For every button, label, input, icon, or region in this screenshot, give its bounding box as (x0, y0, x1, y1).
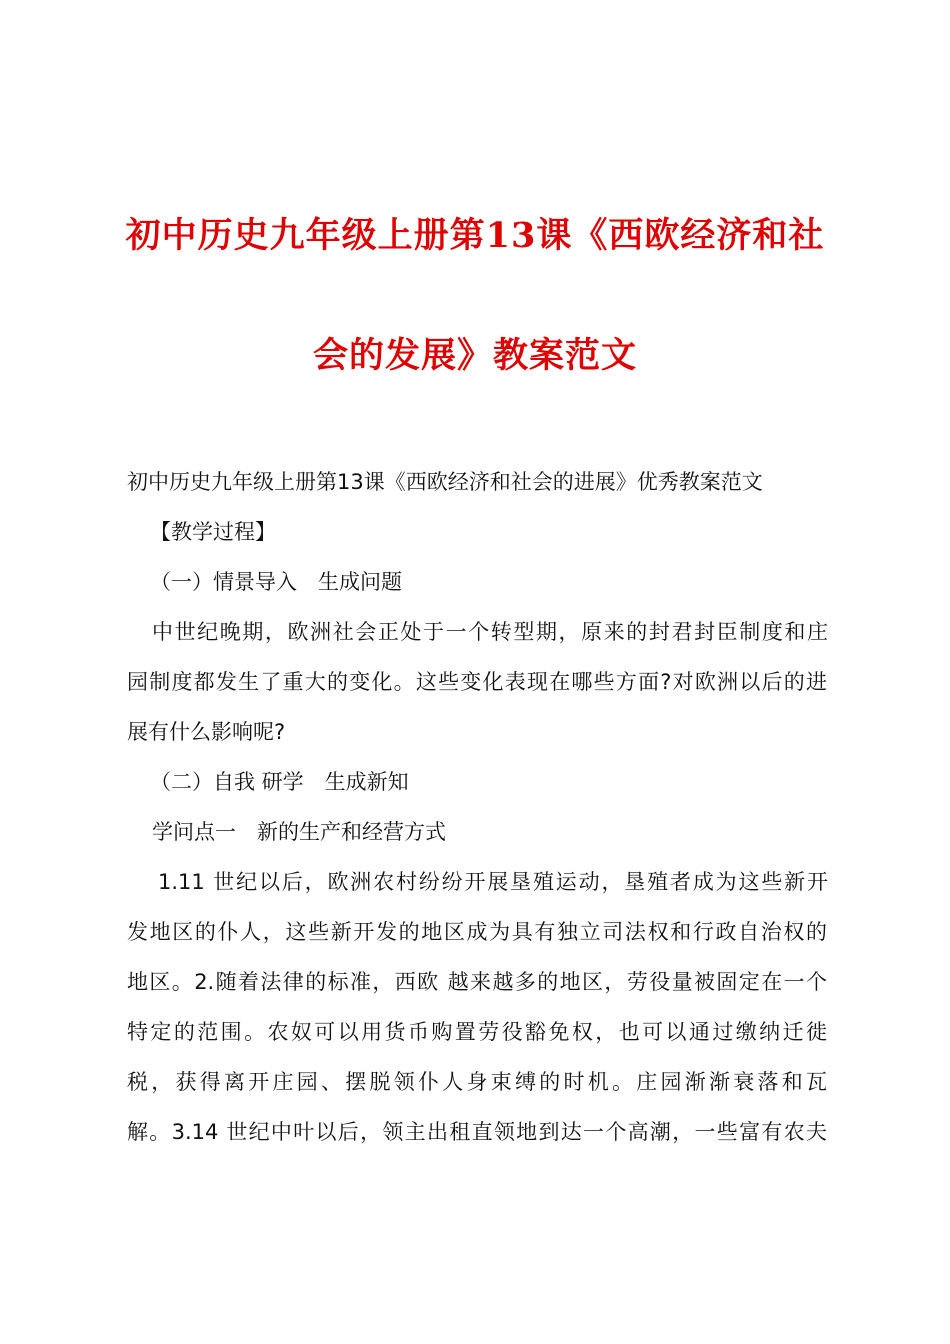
document-subtitle: 初中历史九年级上册第13课《西欧经济和社会的进展》优秀教案范文 (127, 470, 763, 494)
paragraph-1-line: 中世纪晚期，欧洲社会正处于一个转型期，原来的封君封臣制度和庄 (152, 620, 828, 644)
paragraph-2-line: 特定的范围。农奴可以用货币购置劳役豁免权，也可以通过缴纳迁徙 (127, 1020, 827, 1044)
paragraph-1-line: 展有什么影响呢? (127, 720, 286, 744)
paragraph-2-line: 解。3.14 世纪中叶以后，领主出租直领地到达一个高潮，一些富有农夫 (127, 1120, 827, 1144)
section-heading: 【教学过程】 (150, 520, 276, 544)
paragraph-1-line: 园制度都发生了重大的变化。这些变化表现在哪些方面?对欧洲以后的进 (127, 670, 827, 694)
title-line-1: 初中历史九年级上册第13课《西欧经济和社 (125, 215, 825, 256)
paragraph-2-line: 1.11 世纪以后，欧洲农村纷纷开展垦殖运动，垦殖者成为这些新开 (158, 870, 828, 894)
paragraph-2-line: 发地区的仆人，这些新开发的地区成为具有独立司法权和行政自治权的 (127, 920, 827, 944)
subheading-1: （一）情景导入 生成问题 (150, 570, 402, 594)
knowledge-point-heading: 学问点一 新的生产和经营方式 (152, 820, 446, 844)
paragraph-2-line: 地区。2.随着法律的标准，西欧 越来越多的地区，劳役量被固定在一个 (127, 970, 827, 994)
title-line-2: 会的发展》教案范文 (312, 335, 637, 376)
paragraph-2-line: 税，获得离开庄园、摆脱领仆人身束缚的时机。庄园渐渐衰落和瓦 (127, 1070, 827, 1094)
subheading-2: （二）自我 研学 生成新知 (150, 770, 409, 794)
